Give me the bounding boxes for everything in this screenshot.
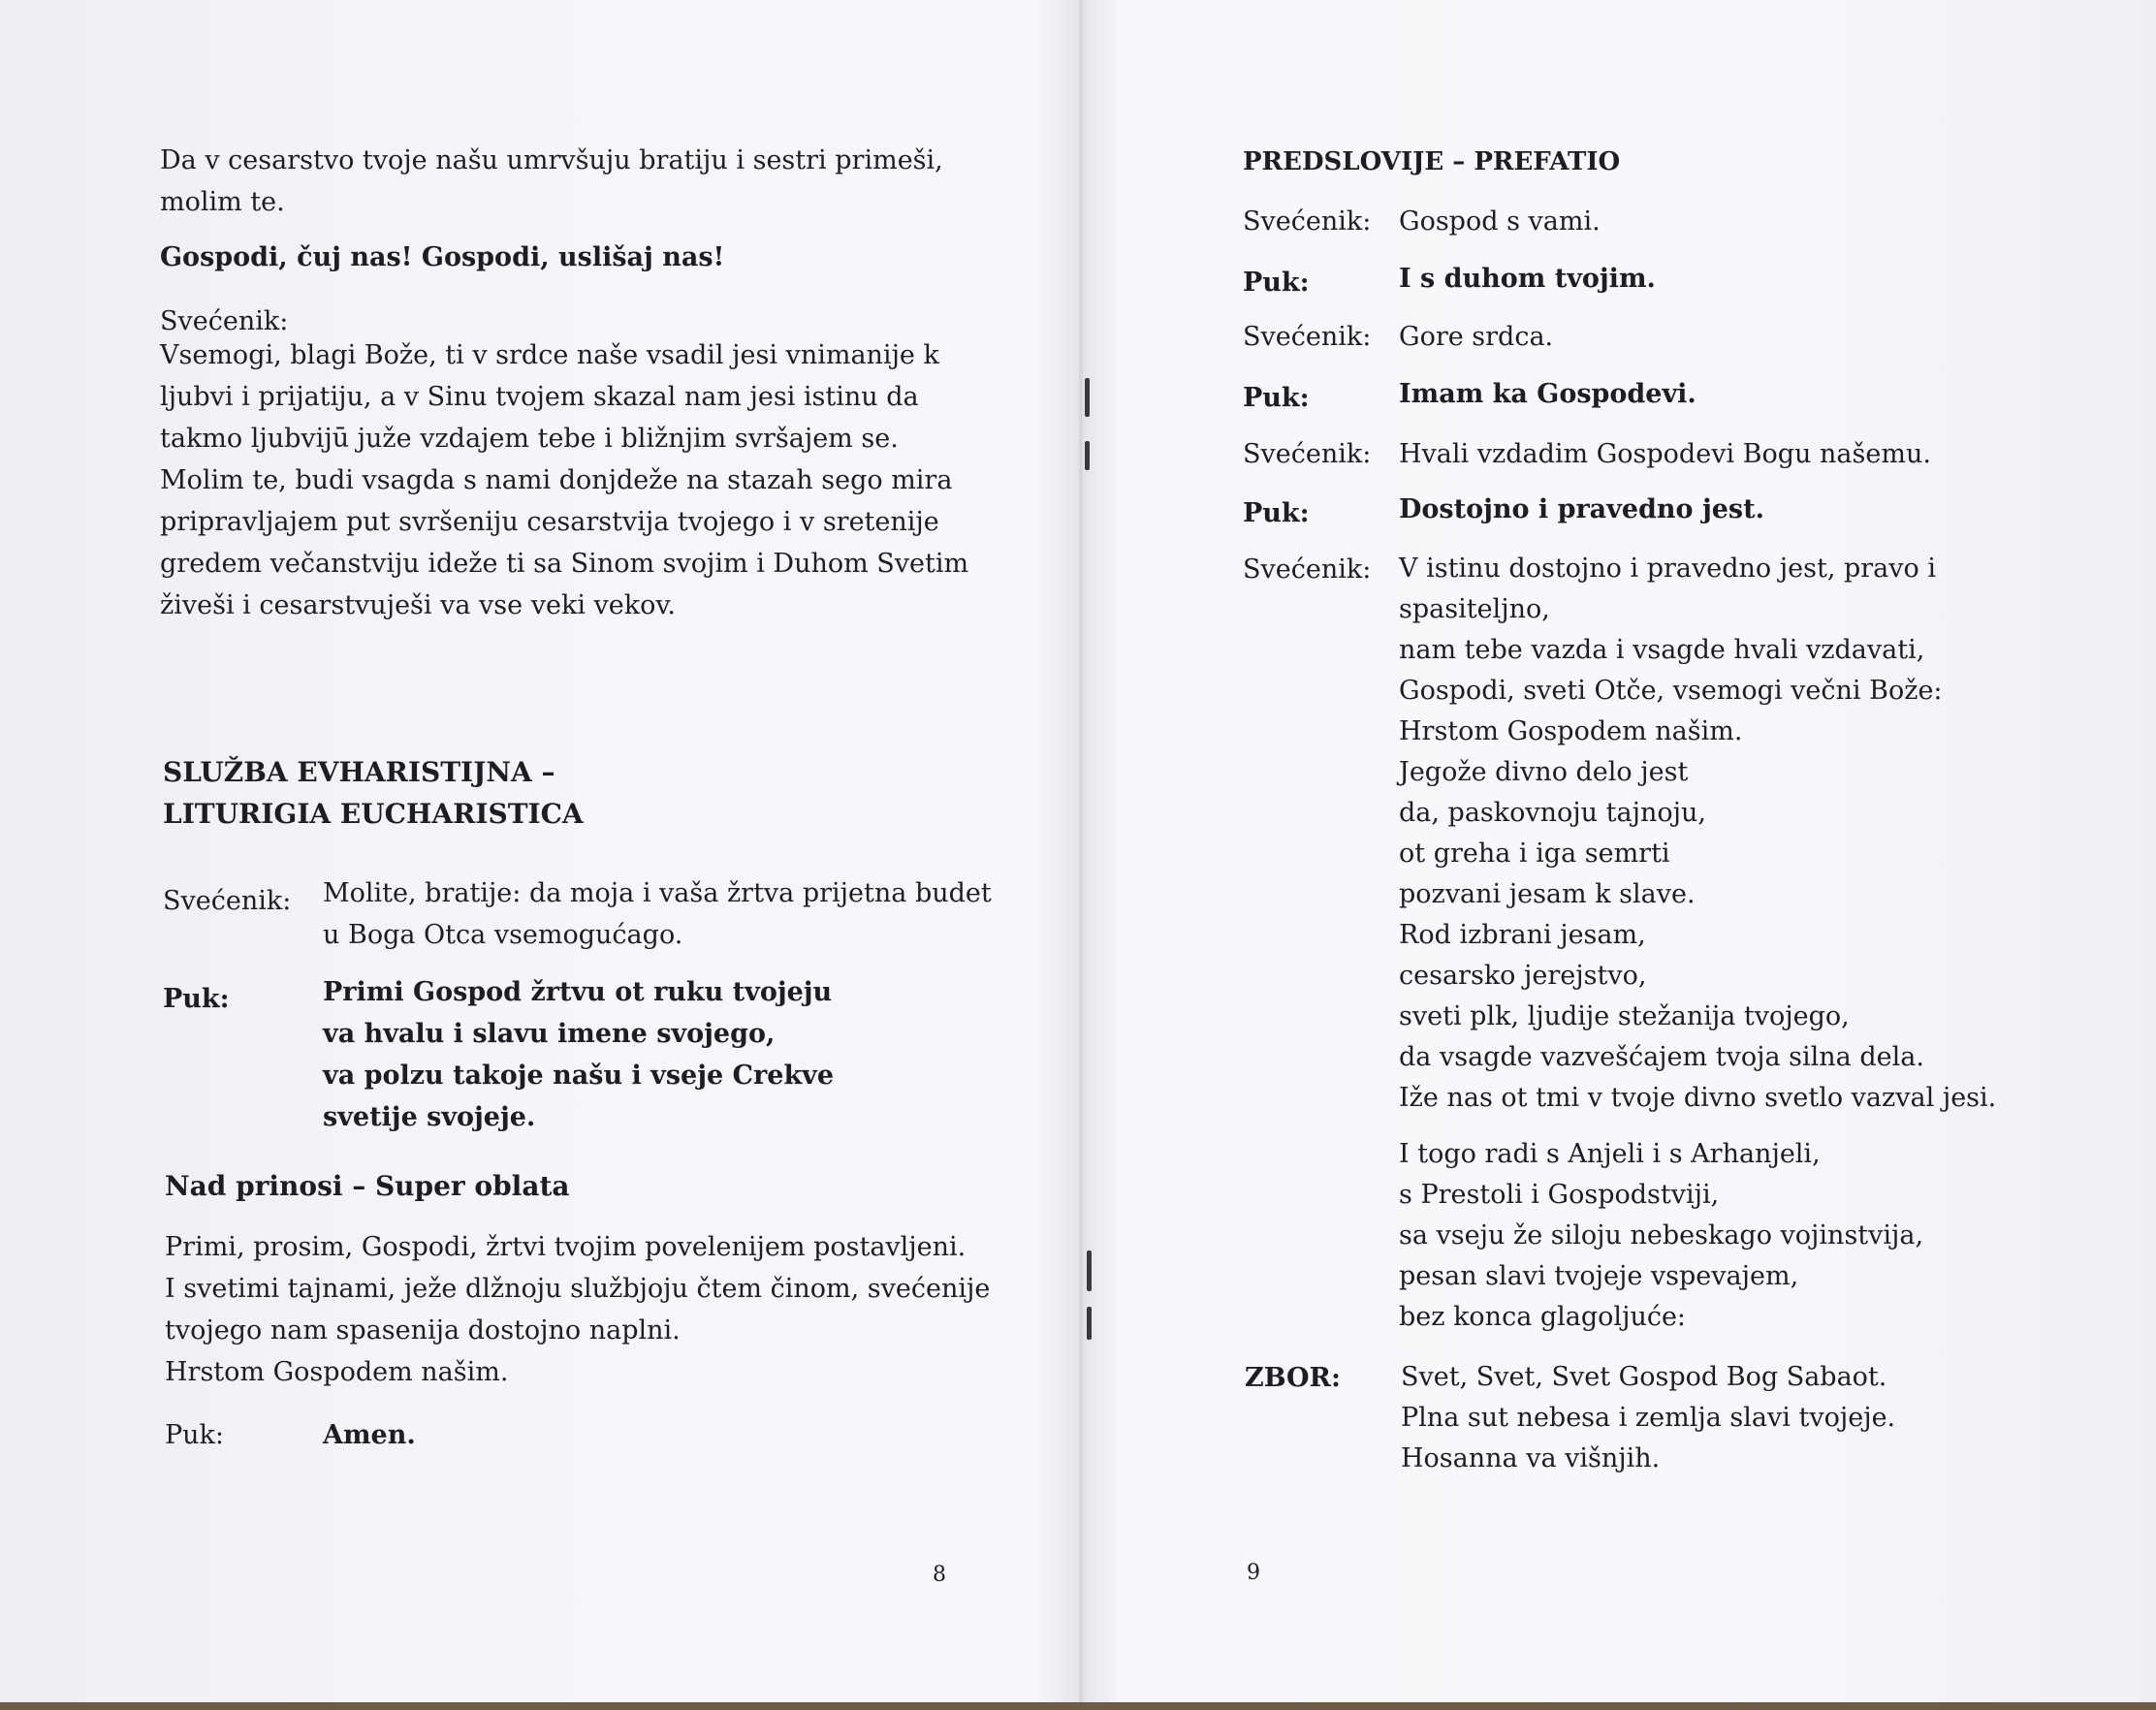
text-line: ot greha i iga semrti	[1399, 839, 1670, 869]
dialogue-role: ZBOR:	[1245, 1363, 1341, 1393]
text-line: Vsemogi, blagi Bože, ti v srdce naše vsadil jesi vnimanije k	[160, 340, 939, 370]
text-line: va polzu takoje našu i vseje Crekve	[323, 1061, 835, 1091]
text-line: Hosanna va višnjih.	[1401, 1443, 1661, 1473]
preface-text-continued	[1399, 1134, 1923, 1338]
dialogue-role: Svećenik:	[1243, 554, 1372, 585]
text-line: da vsagde vazvešćajem tvoja silna dela.	[1399, 1042, 1924, 1072]
text-line: sveti plk, ljudije stežanija tvojego,	[1399, 1001, 1850, 1031]
preface-text	[1399, 549, 1996, 1119]
text-line: gredem večanstviju ideže ti sa Sinom svojim i Duhom Svetim	[160, 549, 969, 579]
response-line: Gospodi, čuj nas! Gospodi, uslišaj nas!	[160, 242, 725, 272]
text-line: u Boga Otca vsemogućago.	[323, 920, 683, 950]
text-line: Svet, Svet, Svet Gospod Bog Sabaot.	[1401, 1362, 1887, 1392]
left-page	[0, 0, 1078, 1702]
text-line: Gospodi, sveti Otče, vsemogi večni Bože:	[1399, 676, 1943, 706]
text-line: Hrstom Gospodem našim.	[165, 1357, 509, 1387]
text-line: Rod izbrani jesam,	[1399, 920, 1646, 950]
text-line: pozvani jesam k slave.	[1399, 879, 1696, 909]
dialogue-role: Svećenik:	[1243, 322, 1372, 352]
text-line: V istinu dostojno i pravedno jest, pravo i	[1399, 554, 1937, 584]
text-line: I togo radi s Anjeli i s Arhanjeli,	[1399, 1139, 1821, 1169]
text-line: Da v cesarstvo tvoje našu umrvšuju bratiju i sestri primeši,	[160, 145, 943, 175]
text-line: spasiteljno,	[1399, 594, 1550, 624]
text-line: s Prestoli i Gospodstviji,	[1399, 1180, 1720, 1210]
dialogue-role: Puk:	[163, 984, 230, 1014]
text-line: pripravljajem put svršeniju cesarstvija tvojego i v sretenije	[160, 507, 939, 537]
text-line: Jegože divno delo jest	[1399, 757, 1689, 787]
dialogue-role: Puk:	[165, 1420, 225, 1450]
offering-title: Nad prinosi – Super oblata	[165, 1170, 570, 1202]
dialogue-role: Svećenik:	[1243, 439, 1372, 469]
text-line: sa vseju že siloju nebeskago vojinstvija,	[1399, 1220, 1924, 1251]
dialogue-text	[323, 872, 992, 956]
text-line: pesan slavi tvojeje vspevajem,	[1399, 1261, 1799, 1291]
priest-label: Svećenik:	[160, 306, 289, 336]
dialogue-role: Svećenik:	[1243, 206, 1372, 237]
text-line: živeši i cesarstvuješi va vse veki vekov.	[160, 590, 677, 620]
right-page	[1084, 0, 2156, 1702]
section-title-line: LITURIGIA EUCHARISTICA	[163, 798, 584, 830]
dialogue-response: Imam ka Gospodevi.	[1399, 379, 1696, 409]
page-number: 9	[1247, 1561, 1260, 1585]
choir-text	[1401, 1357, 1895, 1479]
page-number: 8	[933, 1563, 946, 1587]
preface-title: PREDSLOVIJE – PREFATIO	[1243, 147, 1621, 176]
text-line: Plna sut nebesa i zemlja slavi tvojeje.	[1401, 1403, 1896, 1433]
text-line: Molim te, budi vsagda s nami donjdeže na stazah sego mira	[160, 465, 953, 495]
dialogue-role: Svećenik:	[163, 886, 292, 916]
text-line: nam tebe vazda i vsagde hvali vzdavati,	[1399, 635, 1925, 665]
text-line: bez konca glagoljuće:	[1399, 1302, 1687, 1332]
closing-prayer	[160, 334, 1032, 626]
text-line: Iže nas ot tmi v tvoje divno svetlo vazval jesi.	[1399, 1083, 1997, 1113]
dialogue-text: Gore srdca.	[1399, 322, 1554, 352]
text-line: I svetimi tajnami, ježe dlžnoju službjoju čtem činom, svećenije	[165, 1274, 991, 1304]
text-line: Molite, bratije: da moja i vaša žrtva prijetna budet	[323, 878, 992, 908]
offering-prayer	[165, 1226, 1037, 1393]
dialogue-role: Puk:	[1243, 268, 1310, 298]
text-line: Primi Gospod žrtvu ot ruku tvojeju	[323, 977, 833, 1007]
section-title-line: SLUŽBA EVHARISTIJNA –	[163, 756, 555, 788]
text-line: ljubvi i prijatiju, a v Sinu tvojem skazal nam jesi istinu da	[160, 382, 919, 412]
text-line: svetije svojeje.	[323, 1102, 536, 1132]
text-line: Hrstom Gospodem našim.	[1399, 716, 1743, 746]
text-line: va hvalu i slavu imene svojego,	[323, 1019, 776, 1049]
dialogue-role: Puk:	[1243, 498, 1310, 528]
dialogue-response	[323, 971, 834, 1138]
text-line: Primi, prosim, Gospodi, žrtvi tvojim povelenijem postavljeni.	[165, 1232, 967, 1262]
dialogue-text: Hvali vzdadim Gospodevi Bogu našemu.	[1399, 439, 1931, 469]
text-line: tvojego nam spasenija dostojno naplni.	[165, 1315, 681, 1346]
text-line: molim te.	[160, 187, 285, 217]
amen-response: Amen.	[323, 1420, 416, 1450]
intercession-text	[160, 140, 1032, 223]
text-line: cesarsko jerejstvo,	[1399, 961, 1647, 991]
dialogue-response: I s duhom tvojim.	[1399, 264, 1656, 294]
text-line: takmo ljubvijū juže vzdajem tebe i bližnjim svršajem se.	[160, 424, 899, 454]
dialogue-response: Dostojno i pravedno jest.	[1399, 494, 1764, 524]
dialogue-role: Puk:	[1243, 383, 1310, 413]
section-title	[163, 751, 584, 835]
text-line: da, paskovnoju tajnoju,	[1399, 798, 1706, 828]
dialogue-text: Gospod s vami.	[1399, 206, 1601, 237]
